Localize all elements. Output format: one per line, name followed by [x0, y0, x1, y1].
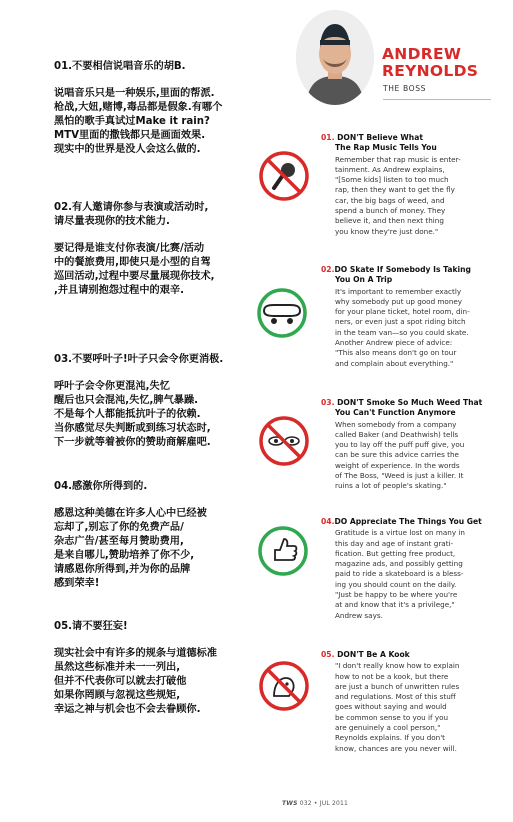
translation-title: 02.有人邀请你参与表演或活动时, 请尽量表现你的技术能力.	[54, 202, 209, 227]
page-footer	[282, 800, 348, 807]
item-number: 02.	[321, 265, 335, 274]
item-number: 03.	[321, 398, 335, 407]
advice-item-1	[321, 133, 493, 237]
translation-item-4	[54, 480, 207, 591]
article-name	[382, 46, 478, 80]
translation-title: 03.不要呼叶子!叶子只会令你更消极.	[54, 354, 224, 365]
translation-body: 说唱音乐只是一种娱乐,里面的帮派. 枪战,大妞,赌博,毒品都是假象.有哪个 黑怕的歌手真试过Make it rain? MTV里面的撒钱都只是画面效果. 现实中的世界是没人会这么做的.	[54, 88, 223, 155]
translation-body: 现实社会中有许多的规条与道德标准 虽然这些标准并未一一列出, 但并不代表你可以就去打破他 如果你罔顾与忽视这些规矩, 幸运之神与机会也不会去眷顾你.	[54, 648, 217, 715]
translation-title: 04.感激你所得到的.	[54, 481, 148, 492]
translation-body: 感恩这种美德在许多人心中已经被 忘却了,别忘了你的免费产品/ 杂志广告/甚至每月赞助费用, 是来自哪儿,赞助培养了你不少, 请感恩你所得到,并为你的品牌 感到荣幸!	[54, 508, 207, 589]
item-number: 05.	[321, 650, 335, 659]
item-number: 01.	[321, 133, 335, 142]
article-subtitle: THE BOSS	[383, 84, 427, 93]
item-title-line-1: DO Skate If Somebody Is Taking	[334, 265, 471, 274]
item-number: 04.	[321, 517, 335, 526]
item-body: When somebody from a company called Baker (and Deathwish) tells you to lay off the puff puff give, you can be sure this advice carries the weight of experience. In the words of The Boss, "Weed is just a killer. It ruins a lot of people's skating."	[335, 419, 465, 491]
no-microphone-icon	[258, 150, 310, 202]
portrait-photo	[296, 10, 374, 105]
no-red-eyes-icon	[258, 415, 310, 467]
translation-title: 01.不要相信说唱音乐的胡B.	[54, 61, 186, 72]
translation-body: 呼叶子会令你更混沌,失忆 醒后也只会混沌,失忆,脾气暴躁. 不是每个人都能抵抗叶子的依赖. 当你感觉尽失判断或到练习状态时, 下一步就等着被你的赞助商解雇吧.	[54, 381, 211, 448]
item-title-line-1: DON'T Smoke So Much Weed That	[337, 398, 483, 407]
item-title-line-2: You Can't Function Anymore	[335, 408, 456, 418]
item-body: Remember that rap music is enter- tainment. As Andrew explains, "[Some kids] listen to too much rap, then they want to get the fly car, the big bags of weed, and spend a bunch of money. They believe it, and then next thing you know they're just done."	[335, 154, 461, 236]
thumbs-up-icon	[256, 524, 310, 578]
advice-item-4	[321, 517, 493, 621]
item-title-line-1: DON'T Be A Kook	[337, 650, 410, 659]
advice-item-5	[321, 650, 493, 754]
translation-item-3	[54, 353, 223, 450]
item-title-line-1: DON'T Believe What	[337, 133, 423, 142]
item-title-line-2: The Rap Music Tells You	[335, 143, 437, 153]
item-body: Gratitude is a virtue lost on many in this day and age of instant grati- fication. But getting free product, magazine ads, and possibly getting paid to ride a skateboard is a bless- ing you should count on the daily. "Just be happy to be where you're at and know that it's a privilege," Andrew says.	[335, 528, 465, 620]
skateboard-icon	[254, 285, 310, 341]
translation-item-2	[54, 201, 215, 298]
item-title-line-1: DO Appreciate The Things You Get	[334, 517, 482, 526]
translation-body: 要记得是谁支付你表演/比赛/活动 中的餐旅费用,即使只是小型的自驾 巡回活动,过程中要尽量展现你技术, ,并且请别抱怨过程中的艰辛.	[54, 243, 215, 296]
item-body: "I don't really know how to explain how to not be a kook, but there are just a bunch of unwritten rules and regulations. Most of this stuff goes without saying and would be common sense to you if you are genuinely a cool person," Reynolds explains. If you don't know, chances are you never will.	[335, 661, 460, 753]
translation-item-1	[54, 60, 222, 157]
advice-item-3	[321, 398, 493, 492]
advice-item-2	[321, 265, 493, 369]
item-body: It's important to remember exactly why somebody put up good money for your plane ticket, hotel room, din- ners, or even just a spot riding bitch in the team van—so you could skate. Another Andrew piece of advice: "This also means don't go on tour and complain about everything."	[335, 286, 470, 368]
name-line-1: ANDREW	[382, 45, 462, 63]
page-info: 032 • JUL 2011	[299, 800, 349, 807]
header-divider	[383, 99, 491, 100]
item-title-line-2: You On A Trip	[335, 275, 393, 285]
translation-title: 05.请不要狂妄!	[54, 621, 128, 632]
translation-item-5	[54, 620, 217, 717]
name-line-2: REYNOLDS	[382, 62, 479, 80]
magazine-name: TWS	[282, 800, 298, 807]
no-kook-icon	[258, 660, 310, 712]
